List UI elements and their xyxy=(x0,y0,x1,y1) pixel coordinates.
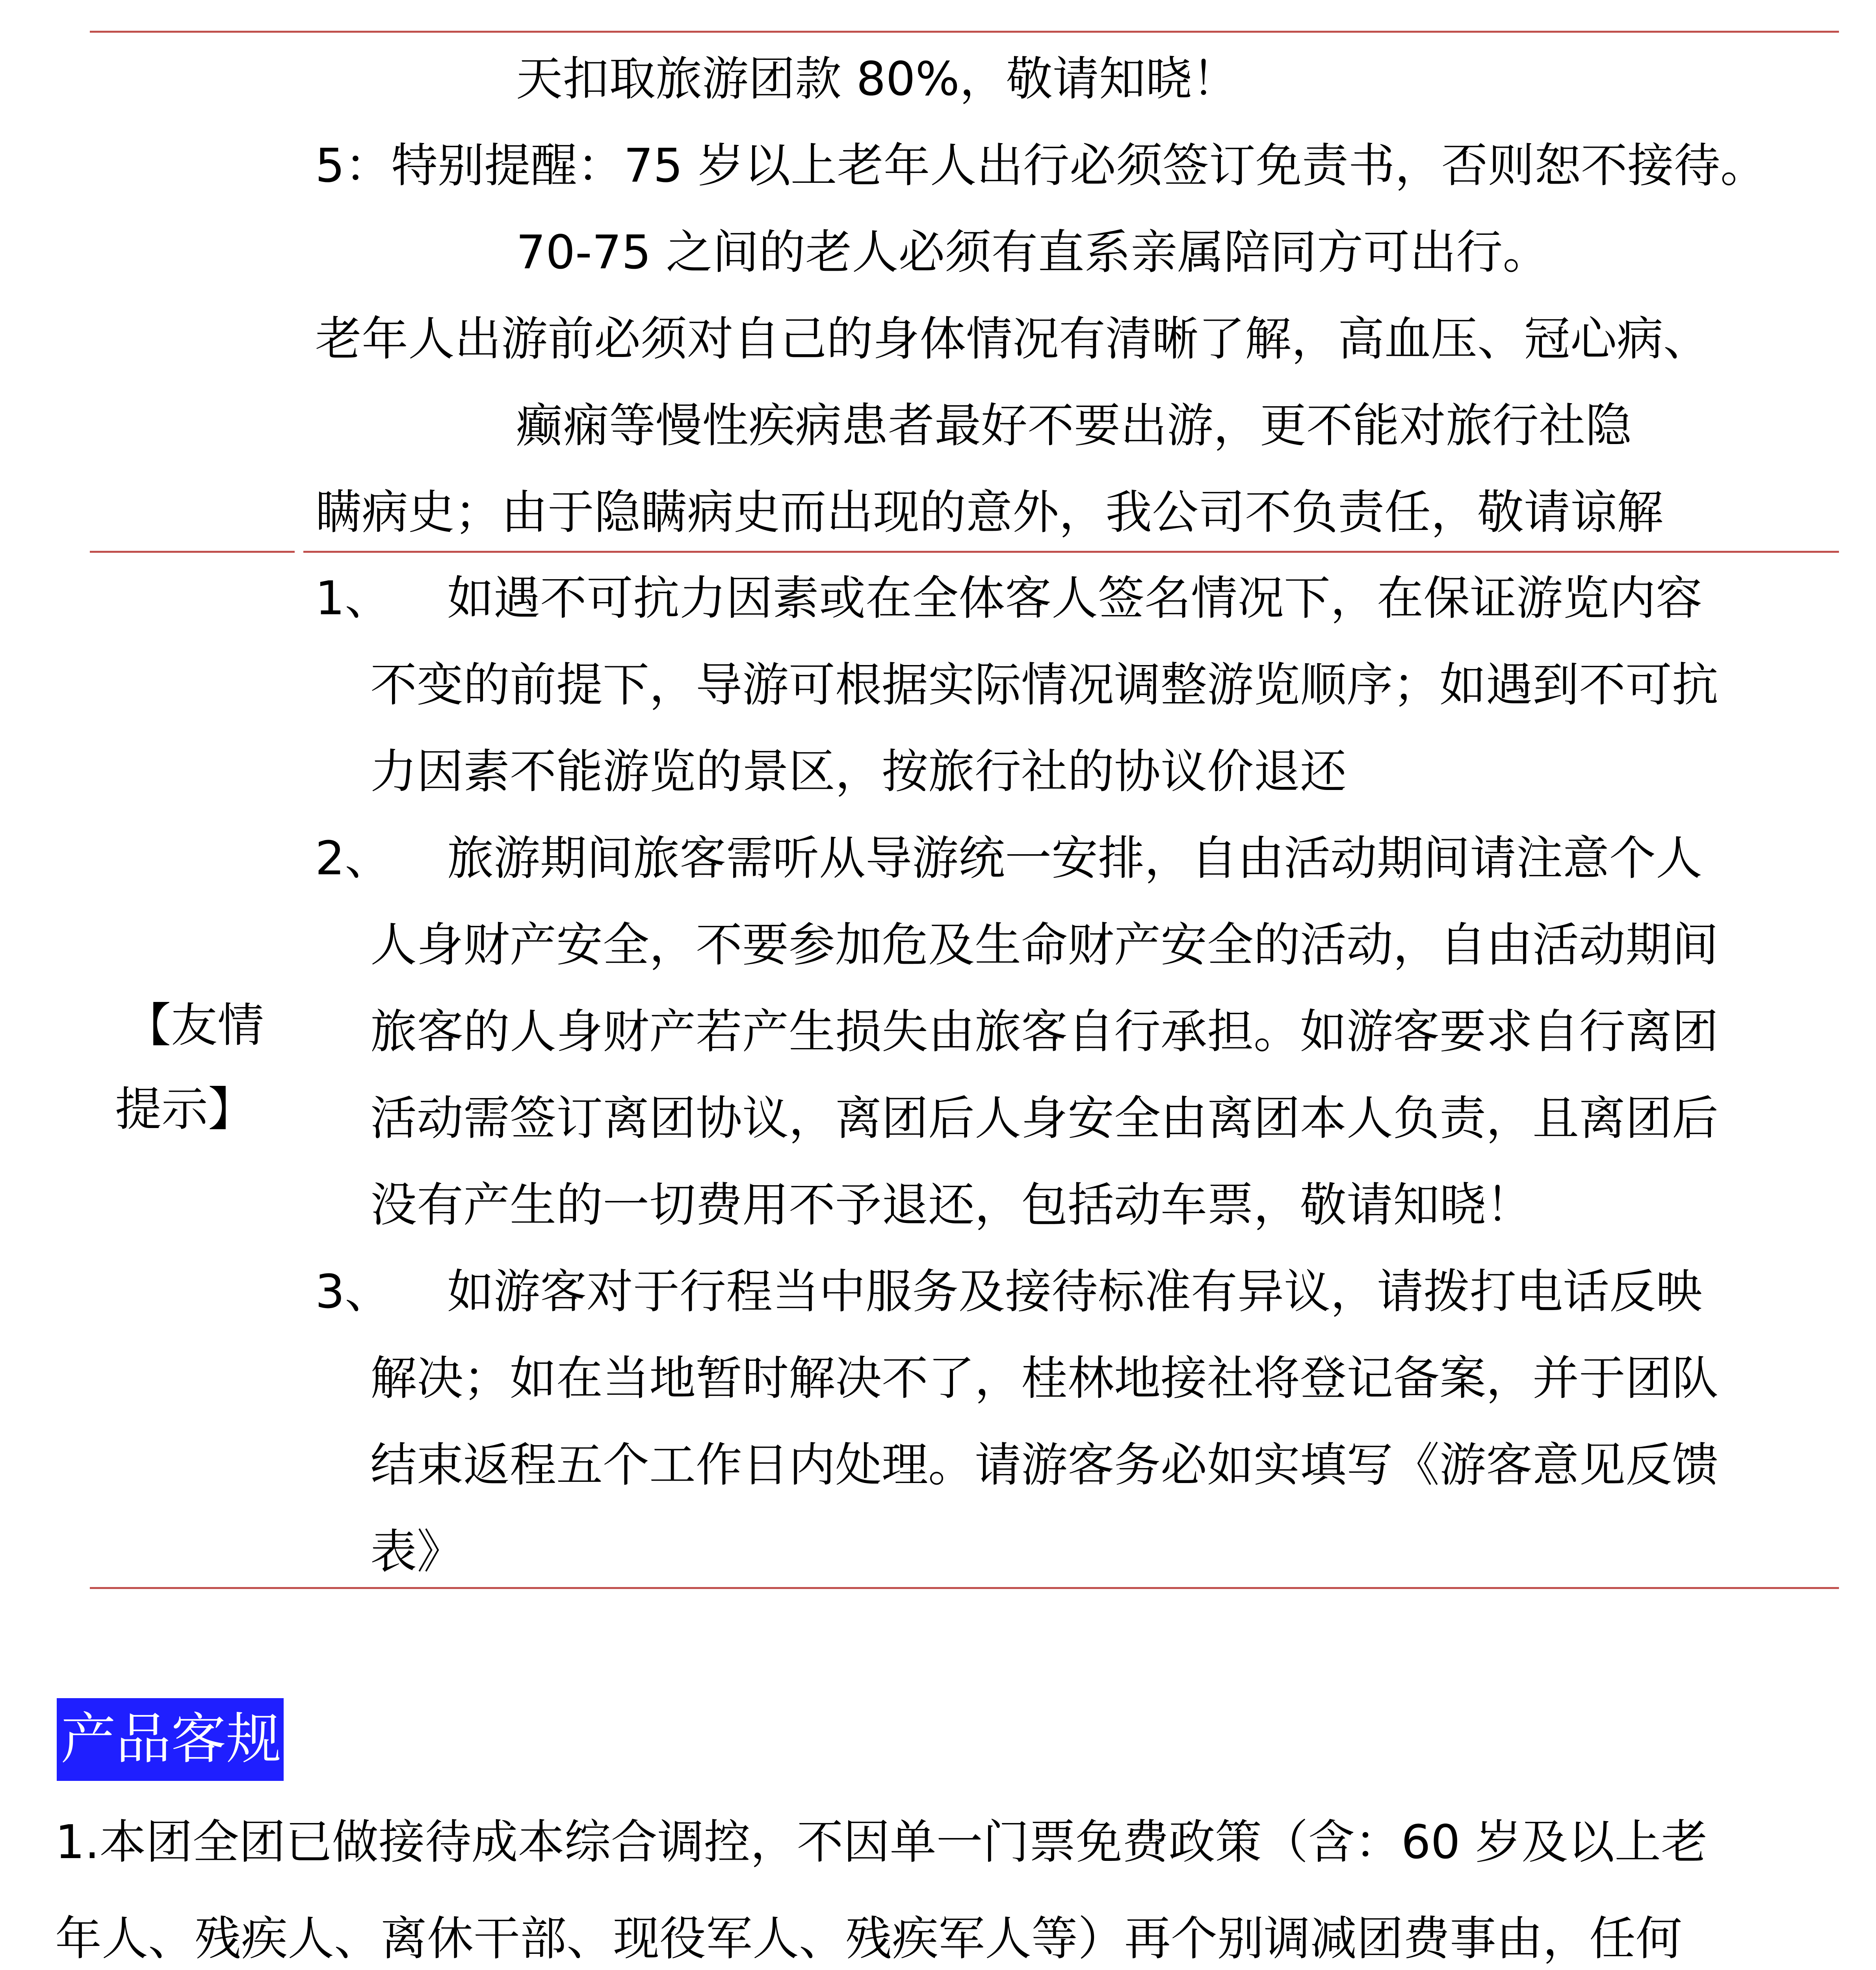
tip-text: 不变的前提下，导游可根据实际情况调整游览顺序；如遇到不可抗 xyxy=(370,658,1719,712)
tip-text: 力因素不能游览的景区，按旅行社的协议价退还 xyxy=(370,744,1347,799)
tip-text: 如游客对于行程当中服务及接待标准有异议，请拨打电话反映 xyxy=(447,1264,1703,1319)
tip-text: 没有产生的一切费用不予退还，包括动车票，敬请知晓！ xyxy=(370,1178,1533,1232)
tips-label: 提示】 xyxy=(115,1082,255,1136)
rules-line: 年人、残疾人、离休干部、现役军人、残疾军人等）再个别调减团费事由，任何 xyxy=(55,1911,1683,1966)
tip-text: 表》 xyxy=(370,1524,464,1579)
notice-line: 瞒病史；由于隐瞒病史而出现的意外，我公司不负责任，敬请谅解 xyxy=(315,485,1664,539)
tip-number: 1、 xyxy=(315,571,392,625)
notice-line: 5：特别提醒：75 岁以上老年人出行必须签订免责书，否则恕不接待。 xyxy=(315,138,1767,193)
tip-number: 2、 xyxy=(315,831,392,885)
tip-text: 如遇不可抗力因素或在全体客人签名情况下，在保证游览内容 xyxy=(447,571,1703,625)
notice-line: 天扣取旅游团款 80%，敬请知晓！ xyxy=(516,52,1239,106)
tips-label: 【友情 xyxy=(124,998,264,1052)
tip-text: 人身财产安全，不要参加危及生命财产安全的活动，自由活动期间 xyxy=(370,918,1719,972)
table-rule-bottom xyxy=(90,1587,1839,1589)
tip-text: 旅游期间旅客需听从导游统一安排，自由活动期间请注意个人 xyxy=(447,831,1703,885)
table-rule-left-mid xyxy=(90,551,295,553)
section-banner xyxy=(57,1698,284,1781)
notice-line: 老年人出游前必须对自己的身体情况有清晰了解，高血压、冠心病、 xyxy=(315,312,1710,366)
notice-line: 癫痫等慢性疾病患者最好不要出游，更不能对旅行社隐 xyxy=(516,398,1632,453)
table-rule-top xyxy=(90,31,1839,33)
rules-line: 1.本团全团已做接待成本综合调控，不因单一门票免费政策（含：60 岁及以上老 xyxy=(55,1815,1708,1869)
notice-line: 70-75 之间的老人必须有直系亲属陪同方可出行。 xyxy=(516,225,1549,279)
tip-text: 结束返程五个工作日内处理。请游客务必如实填写《游客意见反馈 xyxy=(370,1438,1719,1492)
table-rule-right-mid xyxy=(303,551,1839,553)
section-title: 产品客规 xyxy=(61,1707,282,1771)
tip-number: 3、 xyxy=(315,1264,392,1319)
tip-text: 旅客的人身财产若产生损失由旅客自行承担。如游客要求自行离团 xyxy=(370,1004,1719,1059)
tip-text: 解决；如在当地暂时解决不了，桂林地接社将登记备案，并于团队 xyxy=(370,1351,1719,1405)
tip-text: 活动需签订离团协议，离团后人身安全由离团本人负责，且离团后 xyxy=(370,1091,1719,1145)
